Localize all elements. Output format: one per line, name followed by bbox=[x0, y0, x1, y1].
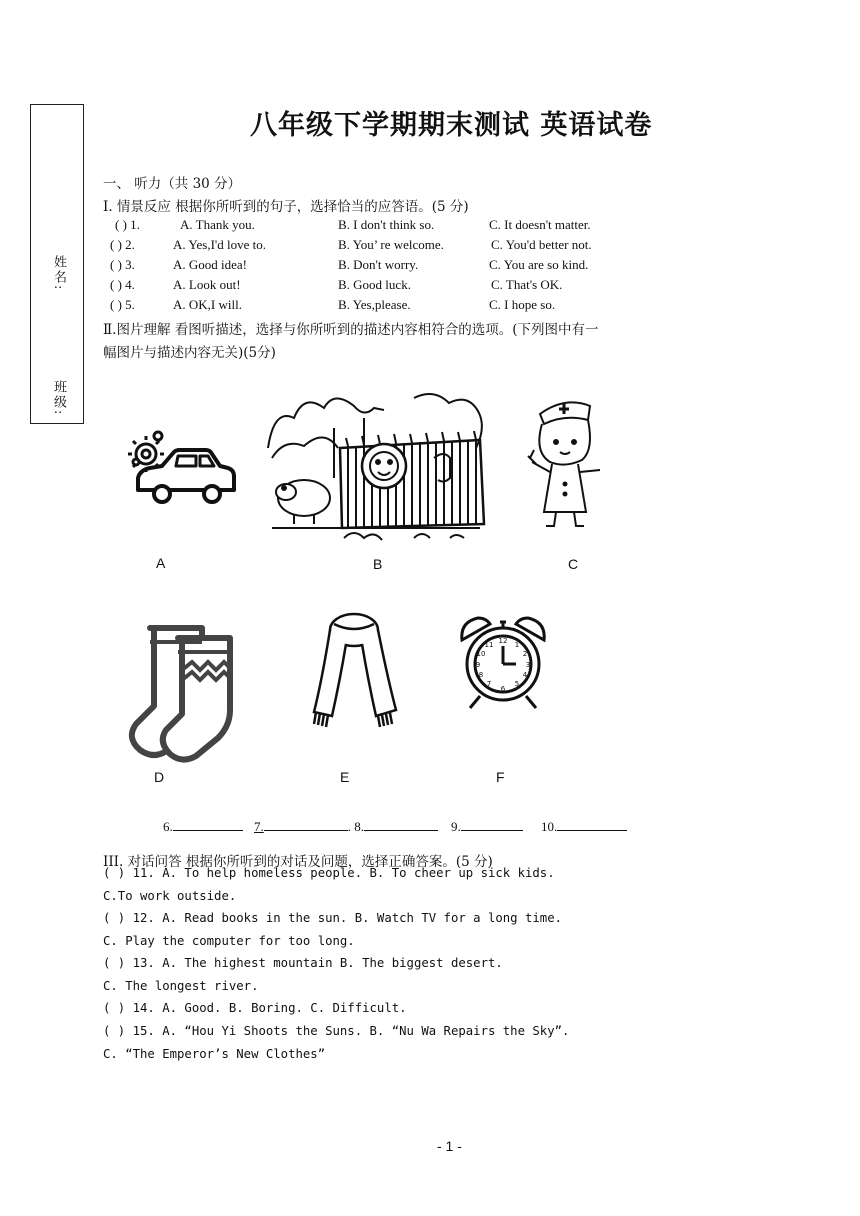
page-number: - 1 - bbox=[437, 1138, 462, 1154]
blank-line[interactable] bbox=[173, 818, 243, 831]
student-info-box bbox=[30, 104, 84, 424]
svg-text:7: 7 bbox=[486, 680, 492, 688]
q14-line: ( ) 14. A. Good. B. Boring. C. Difficult. bbox=[103, 1001, 407, 1015]
answer-blank-9[interactable] bbox=[451, 818, 523, 835]
blank-number: 9. bbox=[451, 819, 461, 834]
svg-text:5: 5 bbox=[514, 680, 520, 688]
q13-line-cont: C. The longest river. bbox=[103, 979, 259, 993]
option-b: B. Don't worry. bbox=[338, 257, 419, 272]
svg-text:8: 8 bbox=[478, 671, 484, 679]
svg-text:10: 10 bbox=[476, 650, 486, 658]
question-number: ( ) 5. bbox=[110, 297, 135, 312]
svg-text:9: 9 bbox=[475, 661, 481, 669]
part2-heading: Ⅱ.图片理解 看图听描述，选择与你所听到的描述内容相符合的选项。(下列图中有一 bbox=[103, 322, 599, 338]
part2-heading-cont: 幅图片与描述内容无关)(5分) bbox=[103, 345, 276, 361]
part3-heading: III. 对话问答 根据你所听到的对话及问题，选择正确答案。(5 分) bbox=[103, 854, 493, 870]
option-a: A. Look out! bbox=[173, 277, 241, 292]
svg-text:11: 11 bbox=[484, 641, 494, 649]
blank-line[interactable] bbox=[557, 818, 627, 831]
option-b: B. Yes,please. bbox=[338, 297, 411, 312]
option-a: A. Yes,I'd love to. bbox=[173, 237, 266, 252]
question-number: ( ) 4. bbox=[110, 277, 135, 292]
socks-picture bbox=[120, 622, 238, 764]
zoo-picture bbox=[264, 388, 488, 548]
car-picture bbox=[128, 428, 240, 510]
blank-number: 6. bbox=[163, 819, 173, 834]
answer-blank-7[interactable] bbox=[254, 818, 438, 835]
question-number: ( ) 1. bbox=[115, 217, 140, 232]
option-a: A. Good idea! bbox=[173, 257, 248, 272]
option-c: C. You are so kind. bbox=[489, 257, 589, 272]
picture-label-e: E bbox=[340, 769, 350, 785]
blank-number: 10. bbox=[541, 819, 558, 834]
option-c: C. It doesn't matter. bbox=[489, 217, 591, 232]
part1-heading: I. 情景反应 根据你所听到的句子，选择恰当的应答语。(5 分) bbox=[103, 199, 469, 215]
option-a: A. Thank you. bbox=[180, 217, 255, 232]
answer-blank-6[interactable] bbox=[163, 818, 243, 835]
q13-line: ( ) 13. A. The highest mountain B. The biggest desert. bbox=[103, 956, 503, 970]
q12-line: ( ) 12. A. Read books in the sun. B. Watch TV for a long time. bbox=[103, 911, 563, 925]
option-b: B. I don't think so. bbox=[338, 217, 435, 232]
svg-text:12: 12 bbox=[498, 637, 508, 645]
picture-label-b: B bbox=[373, 556, 383, 572]
option-c: C. That's OK. bbox=[491, 277, 563, 292]
picture-label-d: D bbox=[154, 769, 165, 785]
q15-line: ( ) 15. A. “Hou Yi Shoots the Suns. B. “Nu Wa Repairs the Sky”. bbox=[103, 1024, 570, 1038]
blank-line[interactable] bbox=[461, 818, 523, 831]
alarm-clock-picture bbox=[456, 612, 550, 712]
svg-text:1: 1 bbox=[514, 641, 520, 649]
blank-line[interactable] bbox=[264, 818, 348, 831]
blank-number: . 8. bbox=[347, 819, 364, 834]
blank-line[interactable] bbox=[364, 818, 438, 831]
picture-label-c: C bbox=[568, 556, 579, 572]
option-b: B. You’ re welcome. bbox=[338, 237, 444, 252]
q12-line-cont: C. Play the computer for too long. bbox=[103, 934, 355, 948]
svg-text:3: 3 bbox=[525, 661, 531, 669]
section-heading: 一、 听力（共 30 分） bbox=[103, 176, 242, 192]
option-b: B. Good luck. bbox=[338, 277, 411, 292]
q15-line-cont: C. “The Emperor’s New Clothes” bbox=[103, 1047, 326, 1061]
svg-text:2: 2 bbox=[522, 650, 528, 658]
answer-blank-10[interactable] bbox=[541, 818, 627, 835]
q11-line: ( ) 11. A. To help homeless people. B. To cheer up sick kids. bbox=[103, 866, 555, 880]
page-title: 八年级下学期期末测试 英语试卷 bbox=[250, 110, 653, 141]
option-a: A. OK,I will. bbox=[173, 297, 242, 312]
option-c: C. You'd better not. bbox=[491, 237, 592, 252]
picture-label-f: F bbox=[496, 769, 505, 785]
picture-label-a: A bbox=[156, 555, 166, 571]
question-number: ( ) 3. bbox=[110, 257, 135, 272]
blank-number: 7. bbox=[254, 819, 264, 834]
option-c: C. I hope so. bbox=[489, 297, 556, 312]
nurse-picture bbox=[520, 392, 610, 530]
svg-text:4: 4 bbox=[522, 671, 528, 679]
question-number: ( ) 2. bbox=[110, 237, 135, 252]
q11-line-cont: C.To work outside. bbox=[103, 889, 237, 903]
scarf-picture bbox=[304, 600, 404, 730]
name-label: 姓名: bbox=[51, 255, 66, 292]
svg-text:6: 6 bbox=[500, 685, 506, 693]
class-label: 班级: bbox=[51, 380, 66, 417]
